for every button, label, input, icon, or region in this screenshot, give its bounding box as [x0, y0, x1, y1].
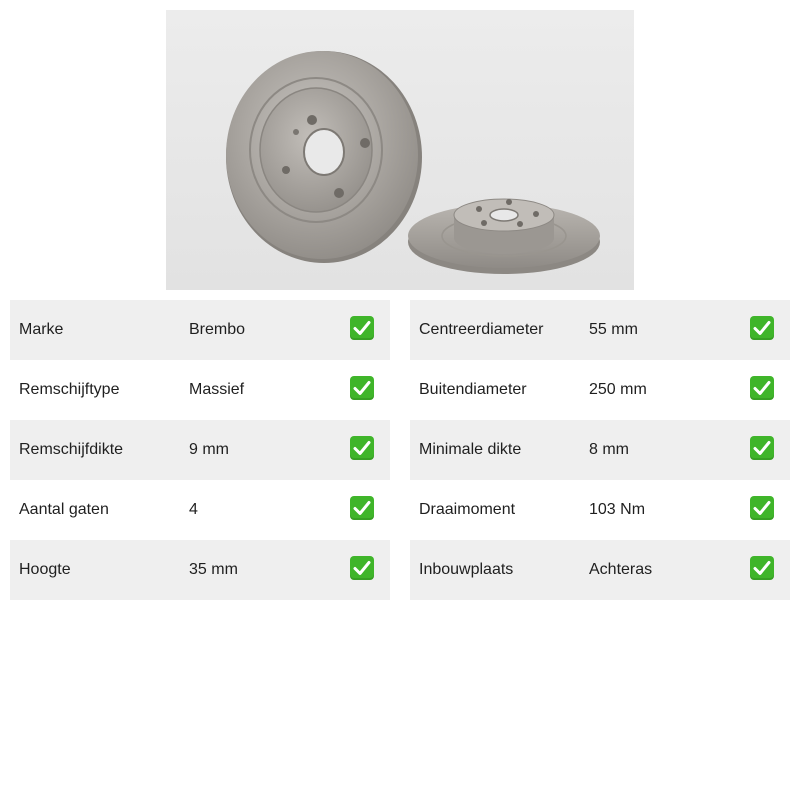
spec-label: Marke	[19, 321, 64, 338]
spec-value: 35 mm	[189, 561, 238, 578]
spec-label: Minimale dikte	[419, 441, 522, 458]
check-icon	[750, 496, 774, 520]
spec-value: 55 mm	[589, 321, 638, 338]
spec-value: 4	[189, 501, 198, 518]
spec-value: 9 mm	[189, 441, 229, 458]
check-icon	[750, 436, 774, 460]
check-icon	[350, 496, 374, 520]
spec-value: 250 mm	[589, 381, 647, 398]
check-icon	[750, 376, 774, 400]
spec-table-left	[10, 300, 390, 600]
spec-value: 8 mm	[589, 441, 629, 458]
spec-label: Draaimoment	[419, 501, 516, 518]
check-icon	[350, 376, 374, 400]
spec-label: Aantal gaten	[19, 501, 109, 518]
spec-label: Buitendiameter	[419, 381, 527, 398]
spec-value: Achteras	[589, 561, 653, 578]
brake-disc-illustration	[166, 10, 634, 290]
spec-row-minimale-dikte	[410, 420, 790, 480]
spec-label: Remschijftype	[19, 381, 120, 398]
check-icon	[750, 556, 774, 580]
spec-label: Hoogte	[19, 561, 71, 578]
spec-row-centreerdiameter	[410, 300, 790, 360]
check-icon	[350, 556, 374, 580]
spec-label: Centreerdiameter	[419, 321, 544, 338]
spec-table-right	[410, 300, 790, 600]
spec-label: Inbouwplaats	[419, 561, 514, 578]
spec-row-remschijftype	[10, 360, 390, 420]
spec-row-remschijfdikte	[10, 420, 390, 480]
spec-row-aantal-gaten	[10, 480, 390, 540]
spec-value: Brembo	[189, 321, 246, 338]
spec-row-hoogte	[10, 540, 390, 600]
check-icon	[350, 436, 374, 460]
spec-label: Remschijfdikte	[19, 441, 124, 458]
spec-row-inbouwplaats	[410, 540, 790, 600]
spec-row-draaimoment	[410, 480, 790, 540]
product-image	[166, 10, 634, 290]
spec-value: 103 Nm	[589, 501, 646, 518]
check-icon	[350, 316, 374, 340]
spec-row-buitendiameter	[410, 360, 790, 420]
spec-row-marke	[10, 300, 390, 360]
check-icon	[750, 316, 774, 340]
spec-value: Massief	[189, 381, 245, 398]
